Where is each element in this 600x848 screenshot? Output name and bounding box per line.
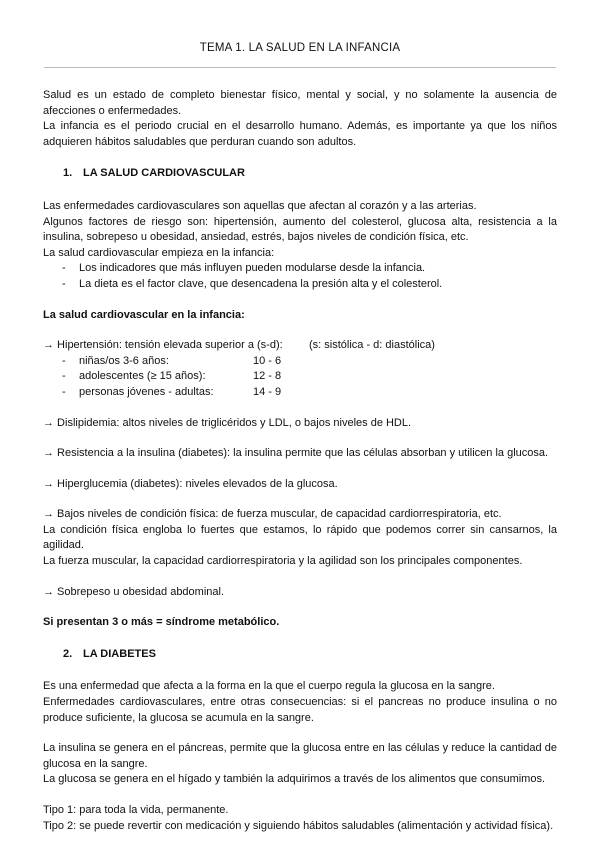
section-1-paragraph-1: Las enfermedades cardiovasculares son aquellas que afectan al corazón y a las arterias. [43, 199, 477, 212]
section-2-heading [43, 647, 557, 663]
metabolic-syndrome-line: Si presentan 3 o más = síndrome metabólico. [43, 616, 280, 629]
section-2-title: LA DIABETES [83, 647, 156, 660]
header-divider [44, 67, 556, 68]
intro-paragraph-1: Salud es un estado de completo bienestar físico, mental y social, y no solamente la ausencia de afecciones o enfermedades. [43, 89, 557, 117]
section-2-paragraph-4: La glucosa se genera en el hígado y también la adquirimos a través de los alimentos que consumimos. [43, 773, 546, 786]
section-1-title: LA SALUD CARDIOVASCULAR [83, 167, 245, 180]
hyperglycemia-line: → Hiperglucemia (diabetes): niveles elevados de la glucosa. [43, 477, 338, 490]
intro-paragraph-2: La infancia es el periodo crucial en el desarrollo humano. Además, es importante ya que los niños adquieren hábitos saludables que perduran cuando son adultos. [43, 120, 557, 148]
overweight-line: → Sobrepeso u obesidad abdominal. [43, 585, 225, 598]
fitness-line: → Bajos niveles de condición física: de fuerza muscular, de capacidad cardiorrespiratoria, etc. [43, 508, 502, 521]
hypertension-line [43, 338, 557, 354]
diabetes-type-1: Tipo 1: para toda la vida, permanente. [43, 804, 229, 816]
section-1-heading [43, 166, 557, 182]
table-row: - niñas/os 3-6 años: 10 - 6 [62, 354, 282, 367]
section-2-paragraph-2: Enfermedades cardiovasculares, entre otras consecuencias: si el pancreas no produce insulina o no produce suficiente, la glucosa se acumula en la sangre. [43, 696, 557, 724]
section-1-paragraph-2: Algunos factores de riesgo son: hipertensión, aumento del colesterol, glucosa alta, resistencia a la insulina, sobrepeso u obesidad, ansiedad, estrés, bajos niveles de condición física, etc. [43, 215, 557, 244]
table-row: - adolescentes (≥ 15 años): 12 - 8 [62, 370, 282, 383]
section-2-paragraph-1: Es una enfermedad que afecta a la forma en la que el cuerpo regula la glucosa en la sangre. [43, 680, 495, 693]
section-2-paragraph-3: La insulina se genera en el páncreas, permite que la glucosa entre en las células y reduce la cantidad de glucosa en la sangre. [43, 742, 557, 770]
page-header-title: TEMA 1. LA SALUD EN LA INFANCIA [199, 42, 401, 54]
dyslipidemia-line: → Dislipidemia: altos niveles de triglicéridos y LDL, o bajos niveles de HDL. [43, 416, 412, 429]
fitness-paragraph-1: La condición física engloba lo fuertes que estamos, lo rápido que podemos correr sin cansarnos, la agilidad. [43, 523, 557, 552]
subheading-cardiovascular-childhood: La salud cardiovascular en la infancia: [43, 308, 245, 321]
diabetes-type-2: Tipo 2: se puede revertir con medicación y siguiendo hábitos saludables (alimentación y actividad física). [43, 819, 554, 832]
fitness-paragraph-2: La fuerza muscular, la capacidad cardiorrespiratoria y la agilidad son los principales componentes. [43, 555, 523, 568]
section-1-bullet-list [43, 261, 557, 292]
insulin-resistance-line: → Resistencia a la insulina (diabetes): la insulina permite que las células absorban y utilicen la glucosa. [43, 447, 549, 460]
hypertension-note: (s: sistólica - d: diastólica) [309, 339, 435, 352]
section-1-number: 1. [63, 167, 73, 180]
list-item: - Los indicadores que más influyen pueden modularse desde la infancia. [62, 262, 426, 275]
hypertension-label: → Hipertensión: tensión elevada superior a (s-d): [43, 339, 283, 352]
table-row: - personas jóvenes - adultas: 14 - 9 [62, 385, 282, 398]
section-1-paragraph-3: La salud cardiovascular empieza en la infancia: [43, 246, 275, 259]
document-body [43, 88, 557, 834]
section-2-number: 2. [63, 647, 73, 660]
list-item: - La dieta es el factor clave, que desencadena la presión alta y el colesterol. [62, 277, 443, 290]
